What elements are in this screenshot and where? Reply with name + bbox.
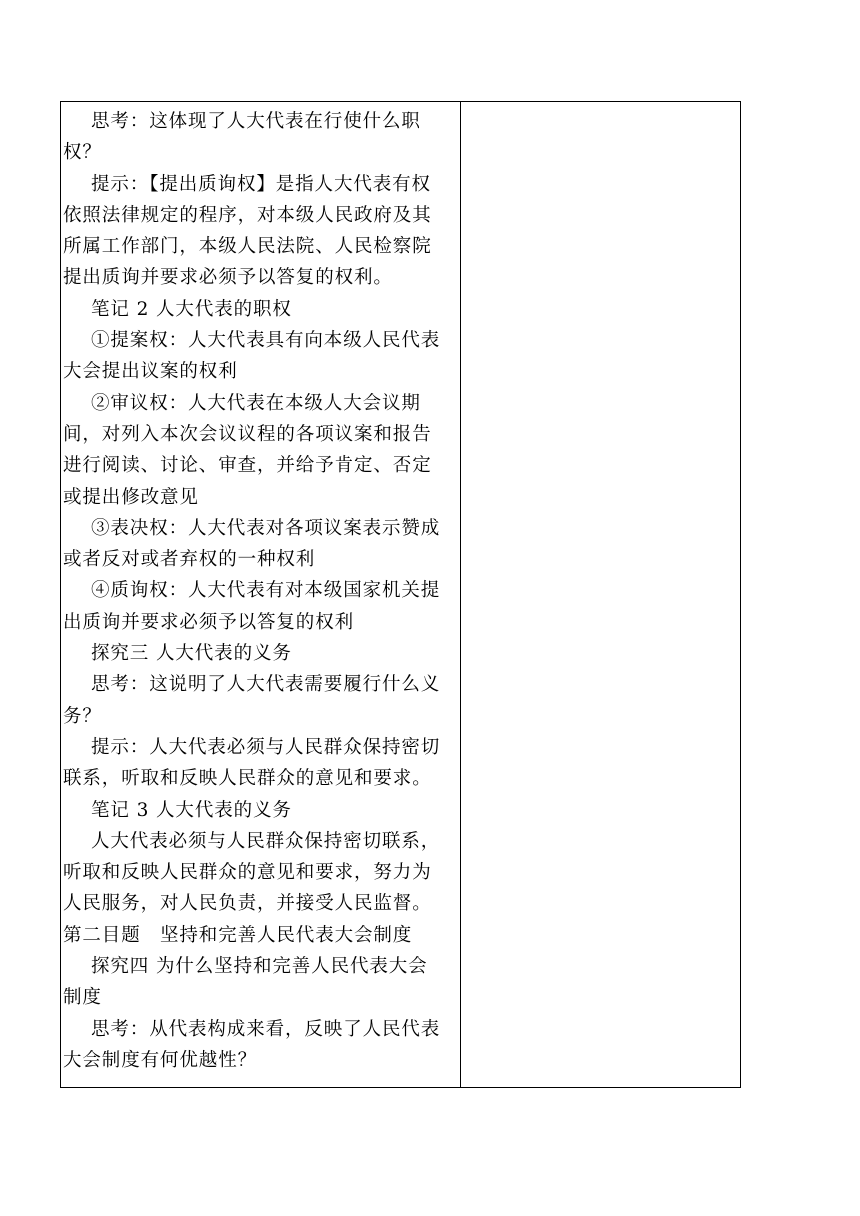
- text-line: 大会制度有何优越性？: [63, 1049, 258, 1071]
- text-line: 出质询并要求必须予以答复的权利: [63, 611, 355, 633]
- text-line: 提示：人大代表必须与人民群众保持密切: [91, 736, 441, 758]
- text-line: 探究三 人大代表的义务: [91, 643, 292, 665]
- text-line: 笔记 2 人大代表的职权: [91, 298, 292, 320]
- text-line: 思考：这说明了人大代表需要履行什么义: [91, 674, 441, 696]
- content-text: [61, 106, 461, 1076]
- text-line: 第二目题 坚持和完善人民代表大会制度: [63, 924, 413, 946]
- text-line: 人大代表必须与人民群众保持密切联系，: [91, 830, 441, 852]
- text-line: 制度: [63, 987, 102, 1009]
- text-line: 提示：【提出质询权】是指人大代表有权: [91, 173, 431, 195]
- text-line: 提出质询并要求必须予以答复的权利。: [63, 267, 393, 289]
- text-line: 所属工作部门，本级人民法院、人民检察院: [63, 236, 432, 258]
- lesson-table: [60, 101, 741, 1088]
- text-line: 思考：这体现了人大代表在行使什么职: [91, 111, 421, 132]
- text-line: ③表决权：人大代表对各项议案表示赞成: [91, 517, 441, 539]
- text-line: 务？: [63, 705, 102, 727]
- text-line: 间，对列入本次会议议程的各项议案和报告: [63, 423, 432, 445]
- notes-cell: [461, 102, 740, 1087]
- text-line: 或提出修改意见: [63, 486, 199, 508]
- content-cell: [61, 102, 461, 1087]
- text-line: 联系，听取和反映人民群众的意见和要求。: [63, 768, 432, 790]
- text-line: 权？: [63, 142, 102, 164]
- text-line: 思考：从代表构成来看，反映了人民代表: [91, 1018, 441, 1040]
- text-line: 依照法律规定的程序，对本级人民政府及其: [63, 204, 432, 226]
- text-line: 大会提出议案的权利: [63, 361, 238, 383]
- text-line: 或者反对或者弃权的一种权利: [63, 549, 316, 571]
- text-line: ④质询权：人大代表有对本级国家机关提: [91, 580, 441, 602]
- text-line: ②审议权：人大代表在本级人大会议期: [91, 392, 421, 414]
- text-line: 进行阅读、讨论、审查，并给予肯定、否定: [63, 455, 432, 477]
- text-line: 人民服务，对人民负责，并接受人民监督。: [63, 893, 432, 915]
- text-line: 笔记 3 人大代表的义务: [91, 799, 292, 821]
- text-line: ①提案权：人大代表具有向本级人民代表: [91, 330, 441, 352]
- text-line: 听取和反映人民群众的意见和要求，努力为: [63, 862, 432, 884]
- text-line: 探究四 为什么坚持和完善人民代表大会: [91, 956, 428, 978]
